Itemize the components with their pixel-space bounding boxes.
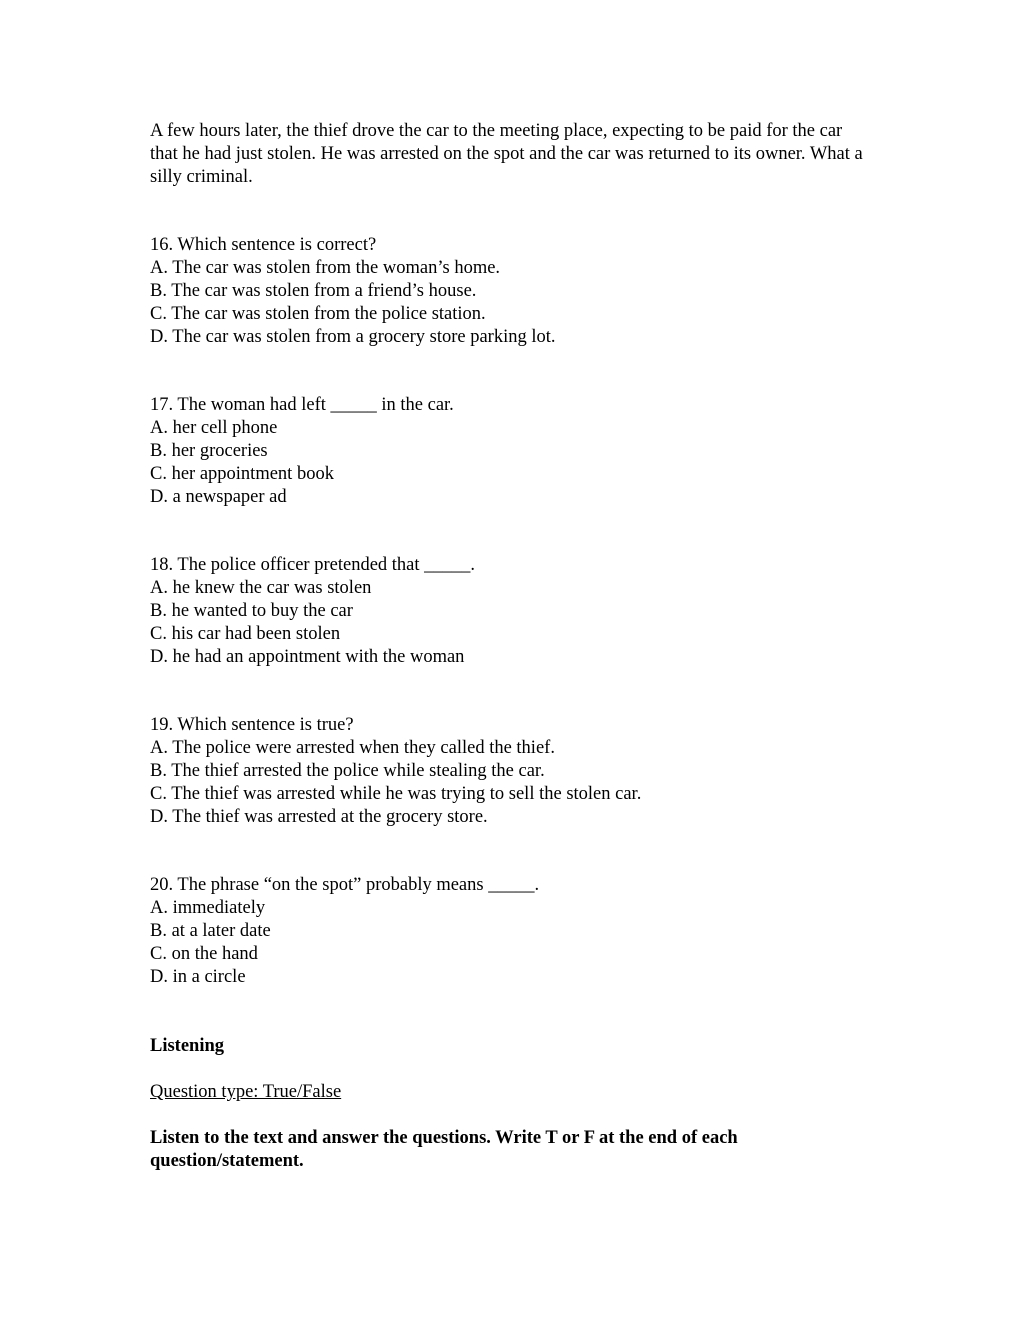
question-type-label: Question type: True/False — [150, 1082, 342, 1102]
answer-option: A. her cell phone — [150, 418, 278, 438]
question-stem: 19. Which sentence is true? — [150, 715, 354, 735]
listening-instructions: Listen to the text and answer the questions. Write T or F at the end of each question/statement. — [150, 1128, 738, 1171]
answer-option: B. he wanted to buy the car — [150, 601, 353, 621]
answer-option: D. The car was stolen from a grocery store parking lot. — [150, 327, 556, 347]
answer-option: A. The car was stolen from the woman’s home. — [150, 258, 501, 278]
question-stem: 20. The phrase “on the spot” probably means _____. — [150, 875, 540, 895]
question-stem: 17. The woman had left _____ in the car. — [150, 395, 454, 415]
answer-option: B. The thief arrested the police while stealing the car. — [150, 761, 545, 781]
answer-option: C. on the hand — [150, 944, 258, 964]
section-heading-listening: Listening — [150, 1036, 225, 1056]
question-stem: 16. Which sentence is correct? — [150, 235, 377, 255]
answer-option: A. immediately — [150, 898, 266, 918]
question-19 — [150, 714, 870, 829]
passage-paragraph: A few hours later, the thief drove the car to the meeting place, expecting to be paid for the car that he had just stolen. He was arrested on the spot and the car was returned to its owner. What a silly criminal. — [150, 121, 863, 187]
question-20 — [150, 874, 870, 989]
document-page — [150, 120, 870, 1192]
answer-option: D. The thief was arrested at the grocery store. — [150, 807, 488, 827]
answer-option: D. he had an appointment with the woman — [150, 647, 465, 667]
answer-option: B. The car was stolen from a friend’s house. — [150, 281, 477, 301]
question-16 — [150, 234, 870, 349]
answer-option: D. in a circle — [150, 967, 246, 987]
answer-option: B. her groceries — [150, 441, 268, 461]
answer-option: C. The car was stolen from the police station. — [150, 304, 486, 324]
answer-option: C. her appointment book — [150, 464, 334, 484]
question-17 — [150, 394, 870, 509]
question-18 — [150, 554, 870, 669]
answer-option: A. The police were arrested when they called the thief. — [150, 738, 555, 758]
answer-option: D. a newspaper ad — [150, 487, 287, 507]
answer-option: C. The thief was arrested while he was trying to sell the stolen car. — [150, 784, 642, 804]
question-stem: 18. The police officer pretended that _____. — [150, 555, 476, 575]
answer-option: B. at a later date — [150, 921, 271, 941]
answer-option: C. his car had been stolen — [150, 624, 341, 644]
answer-option: A. he knew the car was stolen — [150, 578, 372, 598]
